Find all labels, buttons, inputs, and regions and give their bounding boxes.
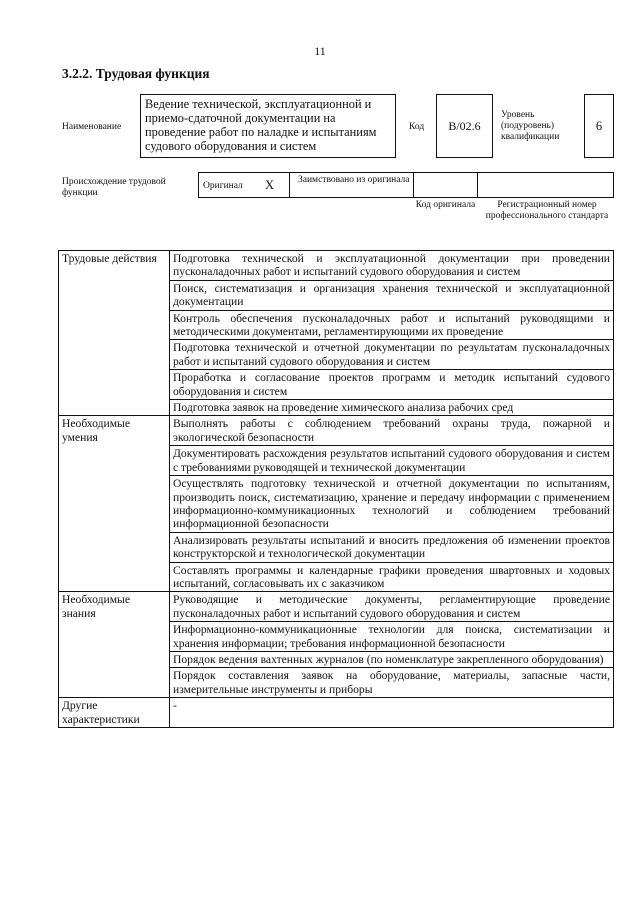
table-cell: Проработка и согласование проектов программ и методик испытаний судового оборудования и систем xyxy=(170,370,614,400)
reg-caption: Регистрационный номер профессионального стандарта xyxy=(485,200,609,221)
section-title: 3.2.2. Трудовая функция xyxy=(62,66,210,81)
function-name: Ведение технической, эксплуатационной и приемо-сдаточной документации на проведение работ по наладке и испытаниям судового оборудования и систем xyxy=(140,94,396,158)
table-cell: Поиск, систематизация и организация хранения технической и эксплуатационной документации xyxy=(170,280,614,310)
table-row xyxy=(59,592,614,622)
table-cell: Подготовка технической и эксплуатационной документации при проведении пусконаладочных работ и испытаний судового оборудования и систем xyxy=(170,251,614,281)
table-cell: Документировать расхождения результатов испытаний судового оборудования и систем с требованиями руководящей и технической документации xyxy=(170,446,614,476)
table-cell: Составлять программы и календарные графики проведения швартовных и ходовых испытаний, согласовывать их с заказчиком xyxy=(170,562,614,592)
original-mark: X xyxy=(265,178,275,192)
level-value: 6 xyxy=(584,94,614,158)
table-row xyxy=(59,698,614,728)
table-cell: Контроль обеспечения пусконаладочных работ и испытаний руководящими и методическими документами, регламентирующими их проведение xyxy=(170,310,614,340)
table-cell: Подготовка заявок на проведение химического анализа рабочих сред xyxy=(170,400,614,416)
table-cell: Порядок составления заявок на оборудование, материалы, запасные части, измерительные инструменты и приборы xyxy=(170,668,614,698)
table-cell: - xyxy=(170,698,614,728)
reg-number-cell xyxy=(477,172,614,198)
borrowed-cell xyxy=(289,172,414,198)
table-cell: Информационно-коммуникационные технологии для поиска, систематизации и хранения информации; требования информационной безопасности xyxy=(170,622,614,652)
category-cell: Необходимые умения xyxy=(59,416,170,592)
code-caption: Код оригинала xyxy=(415,200,476,210)
code-value: B/02.6 xyxy=(436,94,493,158)
category-cell: Необходимые знания xyxy=(59,592,170,698)
borrowed-label: Заимствовано из оригинала xyxy=(298,175,410,185)
page-number: 11 xyxy=(314,44,326,58)
name-label: Наименование xyxy=(62,122,122,132)
level-label: Уровень (подуровень) квалификации xyxy=(501,110,560,142)
origin-label: Происхождение трудовой функции xyxy=(62,177,166,198)
category-cell: Трудовые действия xyxy=(59,251,170,416)
table-row xyxy=(59,416,614,446)
table-cell: Подготовка технической и отчетной документации по результатам пусконаладочных работ и испытаний судового оборудования и систем xyxy=(170,340,614,370)
original-code-cell xyxy=(413,172,478,198)
labor-function-table xyxy=(58,250,614,728)
table-row xyxy=(59,251,614,281)
table-cell: Руководящие и методические документы, регламентирующие проведение пусконаладочных работ и испытаний судового оборудования и систем xyxy=(170,592,614,622)
table-cell: Выполнять работы с соблюдением требований охраны труда, пожарной и экологической безопасности xyxy=(170,416,614,446)
table-cell: Порядок ведения вахтенных журналов (по номенклатуре закрепленного оборудования) xyxy=(170,651,614,667)
code-label: Код xyxy=(409,122,425,132)
table-cell: Осуществлять подготовку технической и отчетной документации по испытаниям, производить поиск, систематизацию, хранение и передачу информации с применением информационно-коммуникационных технологий и соблюдением требований информационной безопасности xyxy=(170,476,614,533)
category-cell: Другие характеристики xyxy=(59,698,170,728)
original-cell xyxy=(198,172,290,198)
table-cell: Анализировать результаты испытаний и вносить предложения об изменении проектов конструкторской и технологической документации xyxy=(170,532,614,562)
original-label: Оригинал xyxy=(203,181,243,191)
